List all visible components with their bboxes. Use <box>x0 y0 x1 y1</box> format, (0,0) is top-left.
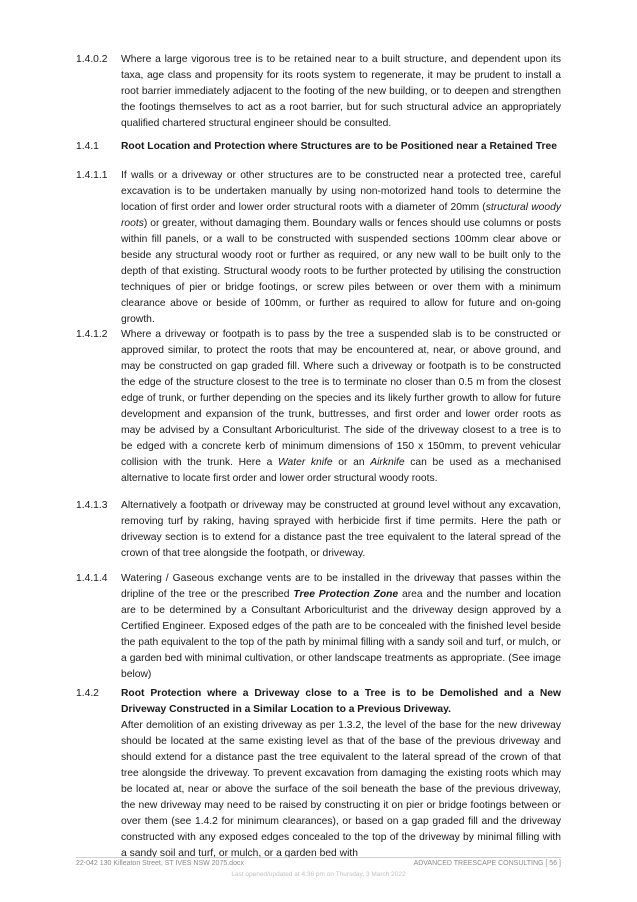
section-text <box>121 571 561 683</box>
section-heading: Root Location and Protection where Structures are to be Positioned near a Retained Tree <box>121 141 557 152</box>
text-run: Where a driveway or footpath is to pass by the tree a suspended slab is to be constructed or approved similar, to protect the roots that may be encountered at, near, or above ground, and may be constructed on gap graded fill. Where such a driveway or footpath is to be constructed the edge of the structure closest to the tree is to terminate no closer than 0.5 m from the closest edge of trunk, or further depending on the species and its likely further growth to allow for future development and expansion of the trunk, buttresses, and first order and lower order roots as may be advised by a Consultant Arboriculturist. The side of the driveway closest to a tree is to be edged with a concrete kerb of minimum dimensions of 150 x 150mm, to prevent vehicular collision with the trunk. Here a <box>121 329 561 468</box>
section-number: 1.4.1.2 <box>76 329 108 340</box>
section-text: Alternatively a footpath or driveway may be constructed at ground level without any excavation, removing turf by raking, having sprayed with herbicide first if time permits. Here the path or driveway section is to extend for a distance past the tree equivalent to the lateral spread of the crown of that tree alongside the footpath, or driveway. <box>121 500 561 559</box>
emphasis-text: Water knife <box>277 457 333 468</box>
section-1-4-2 <box>76 686 561 862</box>
section-number: 1.4.1.1 <box>76 170 108 181</box>
section-1-4-1-3 <box>76 498 561 562</box>
text-run: or an <box>332 457 371 468</box>
section-text <box>121 168 561 328</box>
strong-emphasis-text: Tree Protection Zone <box>293 589 399 600</box>
section-1-4-1-1 <box>76 168 561 328</box>
section-number: 1.4.0.2 <box>76 54 108 65</box>
section-1-4-0-2 <box>76 52 561 132</box>
text-run: If walls or a driveway or other structures are to be constructed near a protected tree, careful excavation is to be undertaken manually by using non-motorized hand tools to determine the location of first order and lower order structural roots with a diameter of 20mm ( <box>121 170 561 213</box>
footer-last-updated: Last opened/updated at 4:36 pm on Thursday, 3 March 2022 <box>231 871 406 878</box>
section-number: 1.4.2 <box>76 688 99 699</box>
section-text: Where a large vigorous tree is to be retained near to a built structure, and dependent upon its taxa, age class and propensity for its roots system to regenerate, it may be prudent to install a root barrier immediately adjacent to the footing of the new building, or to deepen and strengthen the footings themselves to act as a root barrier, but for such structural advice an appropriately qualified chartered structural engineer should be consulted. <box>121 54 561 129</box>
section-1-4-1 <box>76 139 561 155</box>
footer-divider <box>76 857 561 858</box>
section-heading: Root Protection where a Driveway close to a Tree is to be Demolished and a New Driveway Constructed in a Similar Location to a Previous Driveway. <box>121 688 561 715</box>
text-run: ) or greater, without damaging them. Boundary walls or fences should use columns or posts within fill panels, or a wall to be constructed with suspended sections 100mm clear above or beside any structural woody root or further as required, or any new wall to be built only to the depth of that existing. Structural woody roots to be further protected by utilising the construction techniques of pier or bridge footings, or screw piles between or over them with a minimum clearance above or beside of 100mm, or further as required to allow for future and on-going growth. <box>121 218 561 325</box>
footer-page-label: ADVANCED TREESCAPE CONSULTING [ 56 ] <box>413 860 561 867</box>
text-run: can be used as a mechanised alternative to locate first order and lower order structural woody roots. <box>121 457 562 484</box>
section-number: 1.4.1 <box>76 141 99 152</box>
section-1-4-1-2 <box>76 327 561 487</box>
emphasis-text: Airknife <box>370 457 405 468</box>
section-number: 1.4.1.3 <box>76 500 108 511</box>
text-run: Watering / Gaseous exchange vents are to be installed in the driveway that passes within the dripline of the tree or the prescribed <box>121 573 561 600</box>
section-number: 1.4.1.4 <box>76 573 108 584</box>
section-text: After demolition of an existing driveway as per 1.3.2, the level of the base for the new driveway should be located at the same existing level as that of the base of the previous driveway and should extend for a distance past the tree equivalent to the lateral spread of the crown of that tree alongside the driveway. To prevent excavation from damaging the existing roots which may be located at, near or above the surface of the soil beneath the base of the previous driveway, the new driveway may need to be raised by constructing it on pier or bridge footings between or over them (see 1.4.2 for minimum clearances), or based on a gap graded fill and the driveway constructed with any exposed edges concealed to the top of the driveway by minimal filling with a sandy soil and turf, or mulch, or a garden bed with <box>121 720 561 859</box>
section-1-4-1-4 <box>76 571 561 683</box>
emphasis-text: structural woody roots <box>121 202 561 229</box>
text-run: area and the number and location are to be determined by a Consultant Arboriculturist and the driveway design approved by a Certified Engineer. Exposed edges of the path are to be concealed with the finished level beside the path equivalent to the top of the path by minimal filling with a sandy soil and turf, or mulch, or a garden bed with minimal cultivation, or other landscape treatments as appropriate. (See image below) <box>121 589 561 680</box>
section-text <box>121 327 561 487</box>
footer-filename: 22-042 130 Killeaton Street, ST IVES NSW 2075.docx <box>76 860 244 867</box>
